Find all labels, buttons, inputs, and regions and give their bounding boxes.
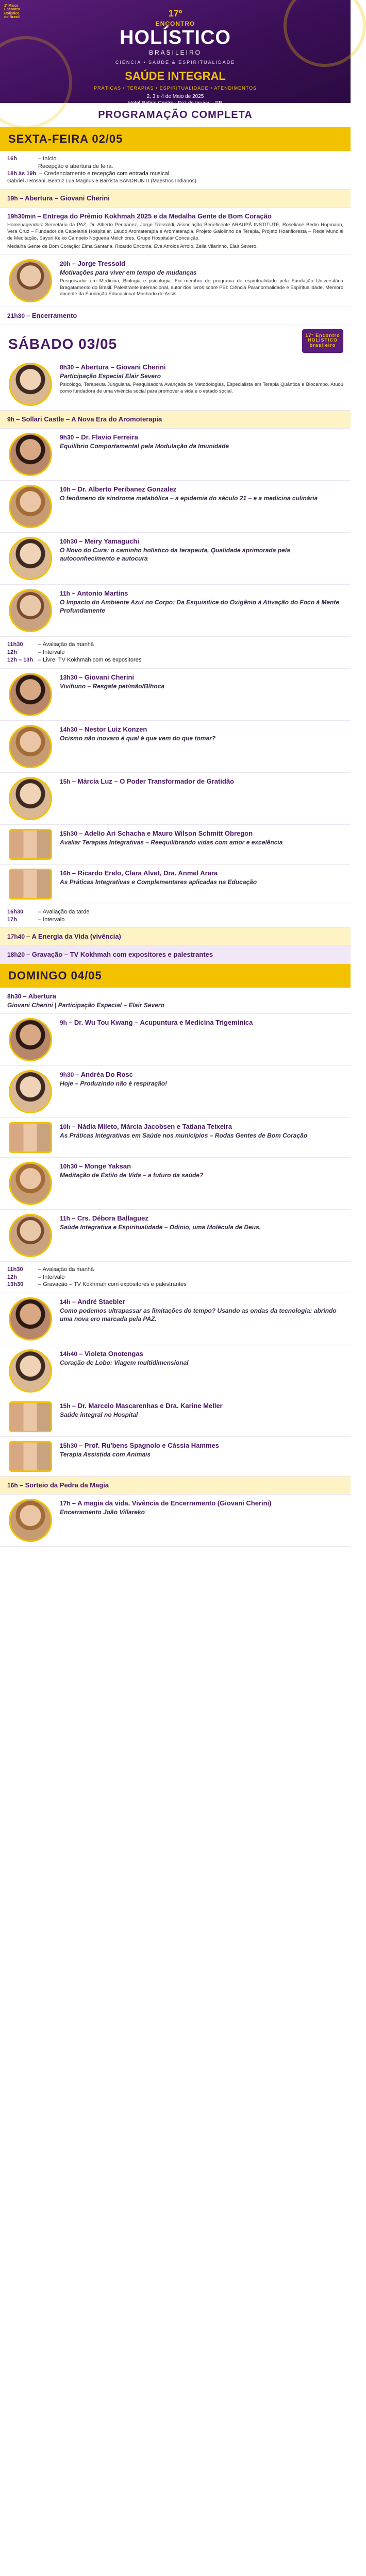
schedule-break: 11h30 – Avaliação da manhã 12h – Intervalo 12h – 13h – Livre: TV Kokhmah com os expositores <box>0 637 351 669</box>
session-row: 15h – Dr. Marcelo Mascarenhas e Dra. Karine Meller Saúde integral no Hospital <box>0 1397 351 1437</box>
schedule-break: 16h30 – Avaliação da tarde 17h – Intervalo <box>0 904 351 928</box>
friday-intro <box>0 151 351 190</box>
corner-logo: 1º Maior Encontro Holístico do Brasil <box>4 4 20 20</box>
day-header-friday: SEXTA-FEIRA 02/05 <box>0 127 351 151</box>
speaker-avatar <box>9 777 52 820</box>
speakers-photo <box>9 1401 52 1432</box>
session-row: 15h – Márcia Luz – O Poder Transformador de Gratidão <box>0 773 351 825</box>
session-row: 9h30 – Dr. Flavio Ferreira Equilíbrio Comportamental pela Modulação da Imunidade <box>0 429 351 481</box>
speaker-avatar <box>9 1349 52 1393</box>
speaker-avatar <box>9 1070 52 1113</box>
speaker-avatar <box>9 1018 52 1061</box>
session-row: 10h – Dr. Alberto Peribanez Gonzalez O fenômeno da síndrome metabólica – a epidemia do século 21 – e a medicina culinária <box>0 481 351 533</box>
badge: ENCONTRO <box>155 20 195 28</box>
speakers-photo <box>9 829 52 860</box>
event-dates: 2, 3 e 4 de Maio de 2025 <box>146 93 204 99</box>
event-logo: 17º Encontro HOLÍSTICO brasileiro <box>302 329 343 353</box>
speaker-avatar <box>9 363 52 406</box>
session-row: 11h – Crs. Débora Ballaguez Saúde Integrativa e Espiritualidade – Odinio, uma Molécula de Deus. <box>0 1210 351 1262</box>
schedule-break: 11h30 – Avaliação da manhã 12h – Intervalo 13h30 – Gravação – TV Kokhmah com expositores e palestrantes <box>0 1262 351 1294</box>
speaker-avatar <box>9 1162 52 1205</box>
speaker-avatar <box>9 433 52 476</box>
brand-subtitle: BRASILEIRO <box>148 49 202 57</box>
session-item: 16h – Sorteio da Pedra da Magia <box>0 1477 351 1495</box>
page-footer <box>0 1547 351 1557</box>
session-row: 14h30 – Nestor Luiz Konzen Ocismo não inovaro é qual é que vem do que tomar? <box>0 721 351 773</box>
friday-opening: 19h – Abertura – Giovani Cherini <box>0 190 351 208</box>
session-row: 15h30 – Adelio Ari Schacha e Mauro Wilson Schmitt Obregon Avaliar Terapias Integrativas – Reequilibrando vidas com amor e excelência <box>0 825 351 865</box>
speakers-photo <box>9 1441 52 1472</box>
event-venue: Hotel Rafain Centro - Foz do Iguaçu - PR <box>128 100 223 107</box>
session-row: 9h30 – Andréa Do Rosc Hoje – Produzindo não é respiração! <box>0 1066 351 1118</box>
speaker-avatar <box>9 1214 52 1257</box>
session-item: 9h – Sollari Castle – A Nova Era do Aromoterapia <box>0 411 351 429</box>
session-row: 14h40 – Violeta Onotengas Coração de Lobo: Viagem multidimensional <box>0 1345 351 1397</box>
speaker-avatar <box>9 485 52 528</box>
brand-title: HOLÍSTICO <box>120 27 231 49</box>
session-row: 20h – Jorge Tressold Motivações para viver em tempo de mudanças Pesquisador em Medicina, Biologia e psicologia. Foi membro do programa de espiritualidade pela Fundação Universitária Bragatamento do Brasil. Palestrante internacional, autor dos livros sobre PSI: Ciência Paranormalidade e Espiritualidade. Membro docente da Fundação Educacional Machado de Assis. <box>0 255 351 307</box>
speaker-avatar <box>9 725 52 768</box>
edition-number: 17º <box>168 8 182 19</box>
friday-closing: 21h30 – Encerramento <box>0 307 351 325</box>
award-session: 19h30min – Entrega do Prêmio Kokhmah 2025 e da Medalha Gente de Bom Coração Homenageados: Secretário da PAZ, Dr. Alberto Peribanez, Jorge Tressoldi, Associação Beneficente ARAUPÁ INSTITUTE, Roseliane Bedin Hopmann, Vera Cruz – Fundador da Capelania Hospitalar, Laudo Aromaterapia e Aromaterapia, Projeto Gaiolinho da Terapia, Projeto Hoanfloresta – Rede Mundial de Meditação, Sayuri Keiko Campelo Nogueira Melchiores, Grupo Hospitalar Conceição. Medalha Gente de Bom Coração: Elma Santana, Ricardo Encoma, Eva Arroios Arroio, Zelia Vilarinho, Elair Severo. <box>0 208 351 255</box>
list-item: Recepção e abertura de feira. <box>38 163 113 170</box>
session-row: 10h30 – Monge Yaksan Meditação de Estilo de Vida – a futuro da saúde? <box>0 1158 351 1210</box>
session-row: 10h – Nádia Mileto, Márcia Jacobsen e Tatiana Teixeira As Práticas Integrativas em Saúde nos municípios – Rodas Gentes de Bom Coração <box>0 1118 351 1158</box>
session-row: 16h – Ricardo Erelo, Clara Alvet, Dra. Anmel Arara As Práticas Integrativas e Complementares aplicadas na Educação <box>0 865 351 904</box>
session-row: 13h30 – Giovani Cherini Vivifiuno – Resgate pet/mão/Blhoca <box>0 669 351 721</box>
event-header <box>0 0 351 107</box>
session-row: 15h30 – Prof. Ru'bens Spagnolo e Cássia Hammes Terapia Assistida com Animais <box>0 1437 351 1477</box>
speaker-avatar <box>9 1499 52 1542</box>
session-row: 10h30 – Meiry Yamaguchi O Novo do Cura: o caminho holístico da terapeuta, Qualidade aprimorada pela autoconhecimento e autocura <box>0 533 351 585</box>
program-title: PROGRAMAÇÃO COMPLETA <box>0 103 351 127</box>
list-item: Gabriel J Rosani, Beatriz Lua Magnus e Baixista SANDRUNTI (Maestros Indianos) <box>7 178 196 184</box>
event-themes: PRÁTICAS • TERAPIAS • ESPIRITUALIDADE • ATENDIMENTOS <box>93 85 257 91</box>
day-header-sunday: DOMINGO 04/05 <box>0 964 351 988</box>
speaker-avatar <box>9 1297 52 1341</box>
speaker-avatar <box>9 537 52 580</box>
award-body: Homenageados: Secretário da PAZ, Dr. Alberto Peribanez, Jorge Tressoldi, Associação Beneficente ARAUPÁ INSTITUTE, Roseliane Bedin Hopmann, Vera Cruz – Fundador da Capelania Hospitalar, Laudo Aromaterapia e Aromaterapia, Projeto Gaiolinho da Terapia, Projeto Hoanfloresta – Rede Mundial de Meditação, Sayuri Keiko Campelo Nogueira Melchiores, Grupo Hospitalar Conceição. <box>7 222 343 242</box>
session-row: 9h – Dr. Wu Tou Kwang – Acupuntura e Medicina Trigeminica <box>0 1014 351 1066</box>
session-row: 8h30 – Abertura – Giovani Cherini Participação Especial Elair Severo Psicólogo, Terapeuta Junguiana, Pesquisadora Avançada de Metodologias, Especialista em Terapia Quântica e Biocampo. Atuou como fundadora de uma vivência social para promover a vida e o estado social. <box>0 359 351 411</box>
session-row: 14h – André Staebler Como podemos ultrapassar as limitações do tempo? Usando as ondas da tecnologia: abrindo uma nova ero marcada pela PAZ. <box>0 1293 351 1345</box>
speakers-photo <box>9 1122 52 1153</box>
session-item: 17h40 – A Energia da Vida (vivência) <box>0 928 351 946</box>
speaker-avatar <box>9 673 52 716</box>
speaker-avatar <box>9 589 52 632</box>
brand-block <box>0 7 351 107</box>
day-header-saturday: SÁBADO 03/05 17º Encontro HOLÍSTICO brasileiro <box>0 325 351 359</box>
speakers-photo <box>9 869 52 900</box>
list-item: 16h – Início. <box>7 155 58 162</box>
session-row: 17h – A magia da vida. Vivência de Encerramento (Giovani Cherini) Encerramento João Villareko <box>0 1495 351 1547</box>
event-name: SAÚDE INTEGRAL <box>125 69 226 82</box>
list-item: 18h às 19h – Credenciamento e recepção com entrada musical. <box>7 171 171 177</box>
award-medal: Medalha Gente de Bom Coração: Elma Santana, Ricardo Encoma, Eva Arroios Arroio, Zelia Vilarinho, Elair Severo. <box>7 243 258 249</box>
tagline: CIÊNCIA • SAÚDE & ESPIRITUALIDADE <box>115 59 236 65</box>
session-row: 11h – Antonio Martins O Impacto do Ambiente Azul no Corpo: Da Esquisitice do Oxigênio à Ativação do Foco à Mente Profundamente <box>0 585 351 637</box>
sunday-opening: 8h30 – Abertura Giovani Cherini | Participação Especial – Elair Severo <box>0 988 351 1014</box>
session-item: 18h20 – Gravação – TV Kokhmah com expositores e palestrantes <box>0 946 351 964</box>
speaker-avatar <box>9 259 52 302</box>
